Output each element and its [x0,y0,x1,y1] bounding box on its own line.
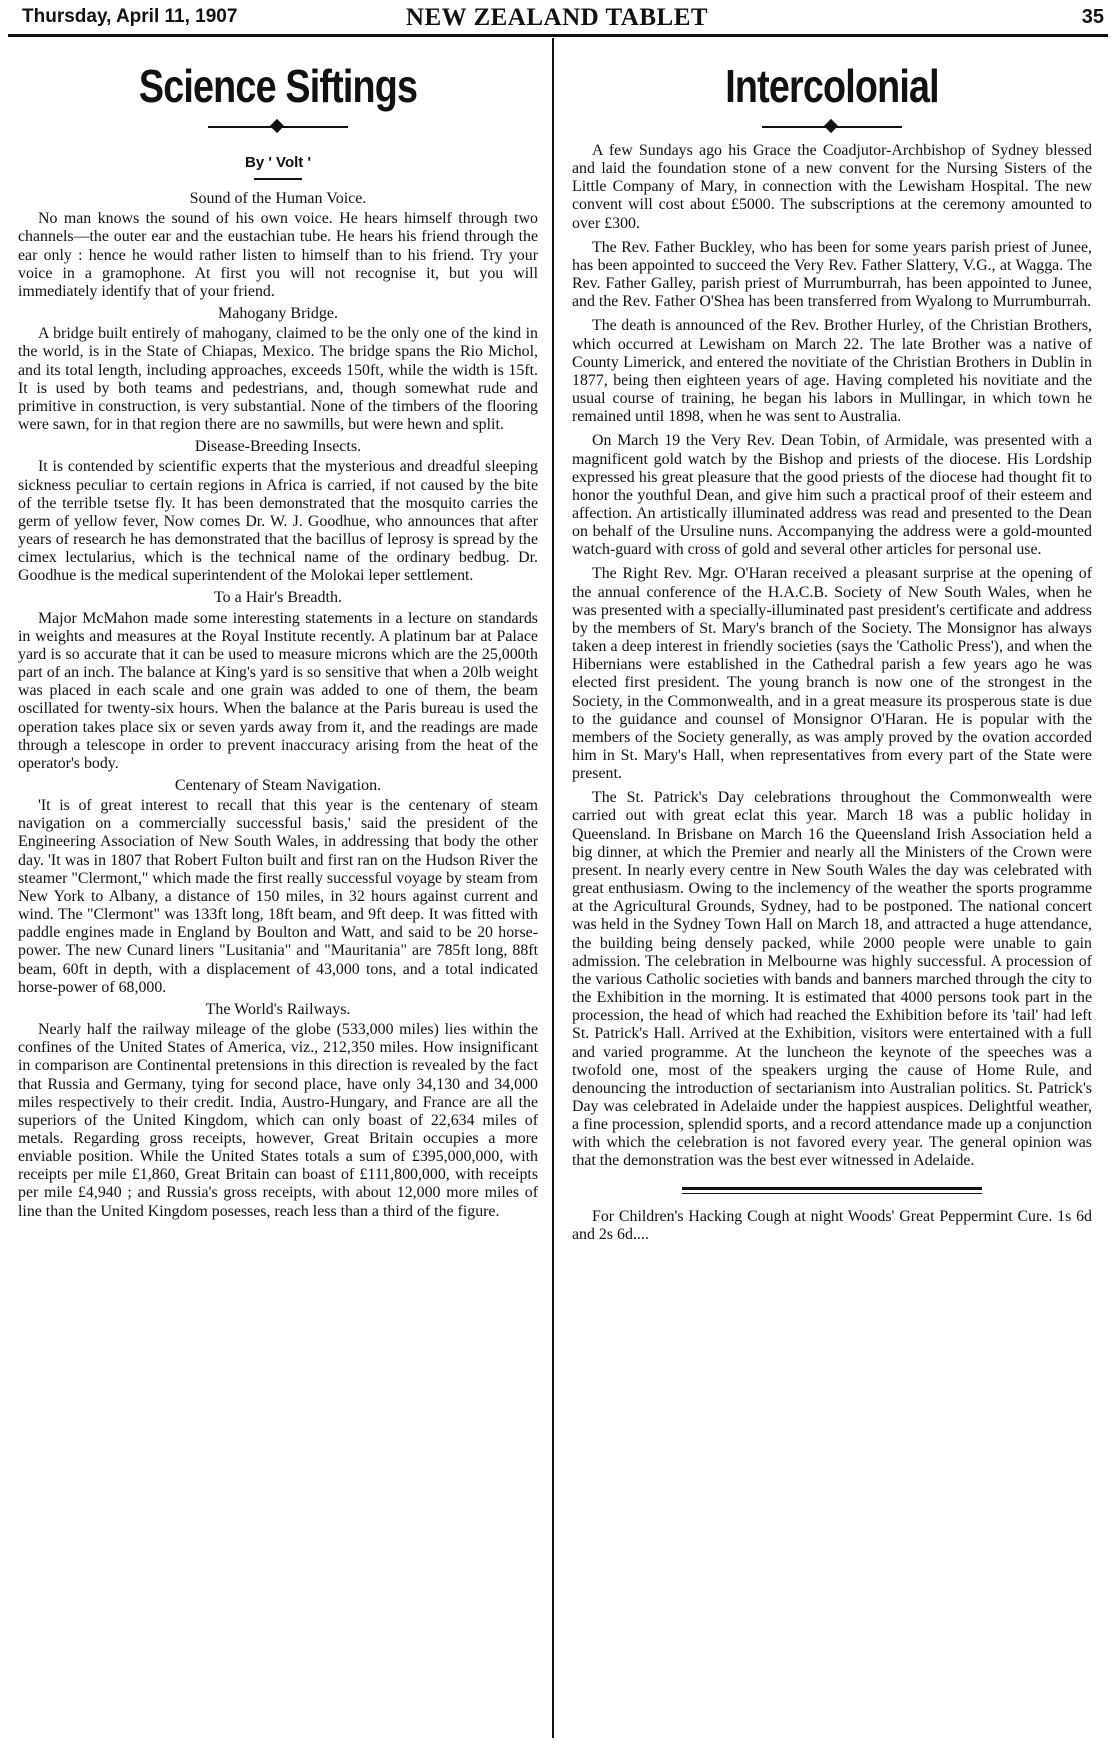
news-paragraph: The Rev. Father Buckley, who has been for some years parish priest of Junee, has been appointed to succeed the Very Rev. Father Slattery, V.G., at Wagga. The Rev. Father Galley, parish priest of Murrumburrah, has been appointed to Junee, and the Rev. Father O'Shea has been transferred from Wyalong to Murrumburrah. [572,238,1092,311]
section-body: A bridge built entirely of mahogany, claimed to be the only one of the kind in the world, is in the State of Chiapas, Mexico. The bridge spans the Rio Michol, and its total length, including approaches, exceeds 150ft, while the width is 15ft. It is used by both teams and pedestrians, and, though somewhat rude and primitive in construction, is very substantial. None of the timbers of the flooring were sawn, for in that region there are no sawmills, but were hewn and split. [18,325,538,434]
page-number: 35 [1081,6,1104,28]
section-body: 'It is of great interest to recall that this year is the centenary of steam navigation on a commercially successful basis,' said the president of the Engineering Association of New South Wales, in addressing that body the other day. 'It was in 1807 that Robert Fulton built and first ran on the Hudson River the steamer "Clermont," which made the first really successful voyage by steam from New York to Albany, a distance of 150 miles, in 32 hours against current and wind. The "Clermont" was 133ft long, 18ft beam, and 9ft deep. It was fitted with paddle engines made in England by Boulton and Watt, and said to be 20 horse-power. The new Cunard liners "Lusitania" and "Mauritania" are 785ft long, 88ft beam, 60ft in depth, with a displacement of 43,000 tons, and a total indicated horse-power of 68,000. [18,797,538,996]
ornament-rule [208,120,348,134]
news-paragraph: The Right Rev. Mgr. O'Haran received a pleasant surprise at the opening of the annual conference of the H.A.C.B. Society of New South Wales, when he was presented with a specially-illuminated past president's certificate and address by the members of St. Mary's branch of the Society. The Monsignor has always taken a deep interest in friendly societies (says the 'Catholic Press'), and when the Hibernians were established in the Cathedral parish a few years ago he was elected first president. The young branch is now one of the strongest in the Society, in the Commonwealth, and in a great measure its prosperous state is due to the guidance and counsel of Monsignor O'Haran. He is popular with the members of the Society generally, as was amply proved by the ovation accorded him in St. Mary's Hall, when representatives from every part of the State were present. [572,565,1092,783]
news-paragraph: The St. Patrick's Day celebrations throughout the Commonwealth were carried out with great eclat this year. March 18 was a public holiday in Queensland. In Brisbane on March 16 the Queensland Irish Association held a big dinner, at which the Premier and nearly all the Ministers of the Crown were present. In nearly every centre in New South Wales the day was celebrated with great enthusiasm. Owing to the inclemency of the weather the sports programme at the Agricultural Grounds, Sydney, had to be postponed. The national concert was held in the Sydney Town Hall on March 18, and attracted a huge attendance, the building being densely packed, while 2000 people were unable to gain admission. The celebration in Melbourne was highly successful. A procession of the various Catholic societies with bands and banners marched through the city to the Exhibition in the morning. It is estimated that 4000 persons took part in the procession, the head of which had reached the Exhibition before its 'tail' had left St. Patrick's Hall. Arrived at the Exhibition, visitors were entertained with a full and varied programme. At the luncheon the keynote of the speeches was a twofold one, most of the speakers urging the cause of Home Rule, and denouncing the introduction of sectarianism into Australian politics. St. Patrick's Day was celebrated in Adelaide under the happiest auspices. Delightful weather, a fine procession, splendid sports, and a record attendance made up a conjunction with which the celebration is not favored every year. The general opinion was that the demonstration was the best ever witnessed in Adelaide. [572,789,1092,1170]
section-body: It is contended by scientific experts that the mysterious and dreadful sleeping sickness peculiar to certain regions in Africa is carried, if not caused by the bite of the terrible tsetse fly. It has been demonstrated that the mosquito carries the germ of yellow fever, Now comes Dr. W. J. Goodhue, who announces that after years of research he has demonstrated that the bacillus of leprosy is spread by the cimex lectularius, which is the technical name of the ordinary bedbug. Dr. Goodhue is the medical superintendent of the Molokai leper settlement. [18,458,538,585]
section-heading: To a Hair's Breadth. [214,589,342,607]
section-body: No man knows the sound of his own voice. He hears himself through two channels—the outer ear and the eustachian tube. He hears his friend through the ear only : hence he would rather listen to himself than to his friend. Try your voice in a gramophone. At first you will not recognise it, but you will immediately identify that of your friend. [18,210,538,300]
news-paragraph: On March 19 the Very Rev. Dean Tobin, of Armidale, was presented with a magnificent gold watch by the Bishop and priests of the diocese. His Lordship expressed his great pleasure that the good priests of the diocese had thought fit to honor the youthful Dean, and give him such a practical proof of their esteem and affection. An artistically illuminated address was read and presented to the Dean on behalf of the Ursuline nuns. Accompanying the address were a gold-mounted watch-guard with cross of gold and several other articles for personal use. [572,432,1092,559]
column-title: Science Siftings [138,60,418,112]
byline: By ' Volt ' [244,154,312,171]
section-heading: Centenary of Steam Navigation. [174,777,382,794]
column-divider [552,38,554,1738]
masthead [0,0,1114,36]
diamond-icon [824,119,838,133]
news-paragraph: The death is announced of the Rev. Brother Hurley, of the Christian Brothers, which occurred at Lewisham on March 22. The late Brother was a native of County Limerick, and entered the novitiate of the Christian Brothers in Dublin in 1877, being then eighteen years of age. Having completed his novitiate and the usual course of training, he began his labors in Mullingar, in which town he remained until 1898, when he was sent to Australia. [572,317,1092,426]
issue-date: Thursday, April 11, 1907 [22,6,238,27]
section-heading: The World's Railways. [205,1000,351,1018]
news-paragraph: A few Sundays ago his Grace the Coadjutor-Archbishop of Sydney blessed and laid the foundation stone of a new convent for the Nursing Sisters of the Little Company of Mary, in connection with the Lewisham Hospital. The new convent will cost about £5000. The subscriptions at the ceremony amounted to over £300. [572,142,1092,232]
header-rule [8,34,1108,37]
diamond-icon [270,119,284,133]
advert-rule [682,1187,982,1194]
section-body: Nearly half the railway mileage of the globe (533,000 miles) lies within the confines of the United States of America, viz., 212,350 miles. How insignificant in comparison are Continental pretensions in this direction is revealed by the fact that Russia and Germany, tying for second place, have only 34,130 and 34,000 miles respectively to their credit. India, Austro-Hungary, and France are all the superiors of the United Kingdom, which can only boast of 22,634 miles of metals. Regarding gross receipts, however, Great Britain occupies a more enviable position. While the United States totals a sum of £395,000,000, with receipts per mile £1,860, Great Britain can boast of £111,800,000, with receipts per mile £4,940 ; and Russia's gross receipts, with about 12,000 more miles of line than the United Kingdom posesses, reach less than a third of the figure. [18,1021,538,1220]
science-siftings-column [18,40,538,1225]
column-title: Intercolonial [725,60,939,112]
section-heading: Mahogany Bridge. [218,305,338,323]
section-heading: Sound of the Human Voice. [189,190,367,208]
section-body: Major McMahon made some interesting statements in a lecture on standards in weights and measures at the Royal Institute recently. A platinum bar at Palace yard is so accurate that it can be used to measure microns which are the 25,000th part of an inch. The balance at King's yard is so sensitive that when a 20lb weight was placed in each scale and one grain was added to one of them, the beam oscillated for twenty-six hours. When the balance at the Paris bureau is used the operation takes place six or seven yards away from it, and the readings are made through a telescope in order to prevent inaccuracy arising from the heat of the operator's body. [18,609,538,772]
newspaper-title: NEW ZEALAND TABLET [405,4,709,31]
ornament-rule [762,120,902,134]
byline-rule [254,178,302,180]
advertisement: For Children's Hacking Cough at night Woods' Great Peppermint Cure. 1s 6d and 2s 6d.... [572,1207,1092,1243]
intercolonial-column [572,40,1092,1250]
section-heading: Disease-Breeding Insects. [194,438,362,456]
